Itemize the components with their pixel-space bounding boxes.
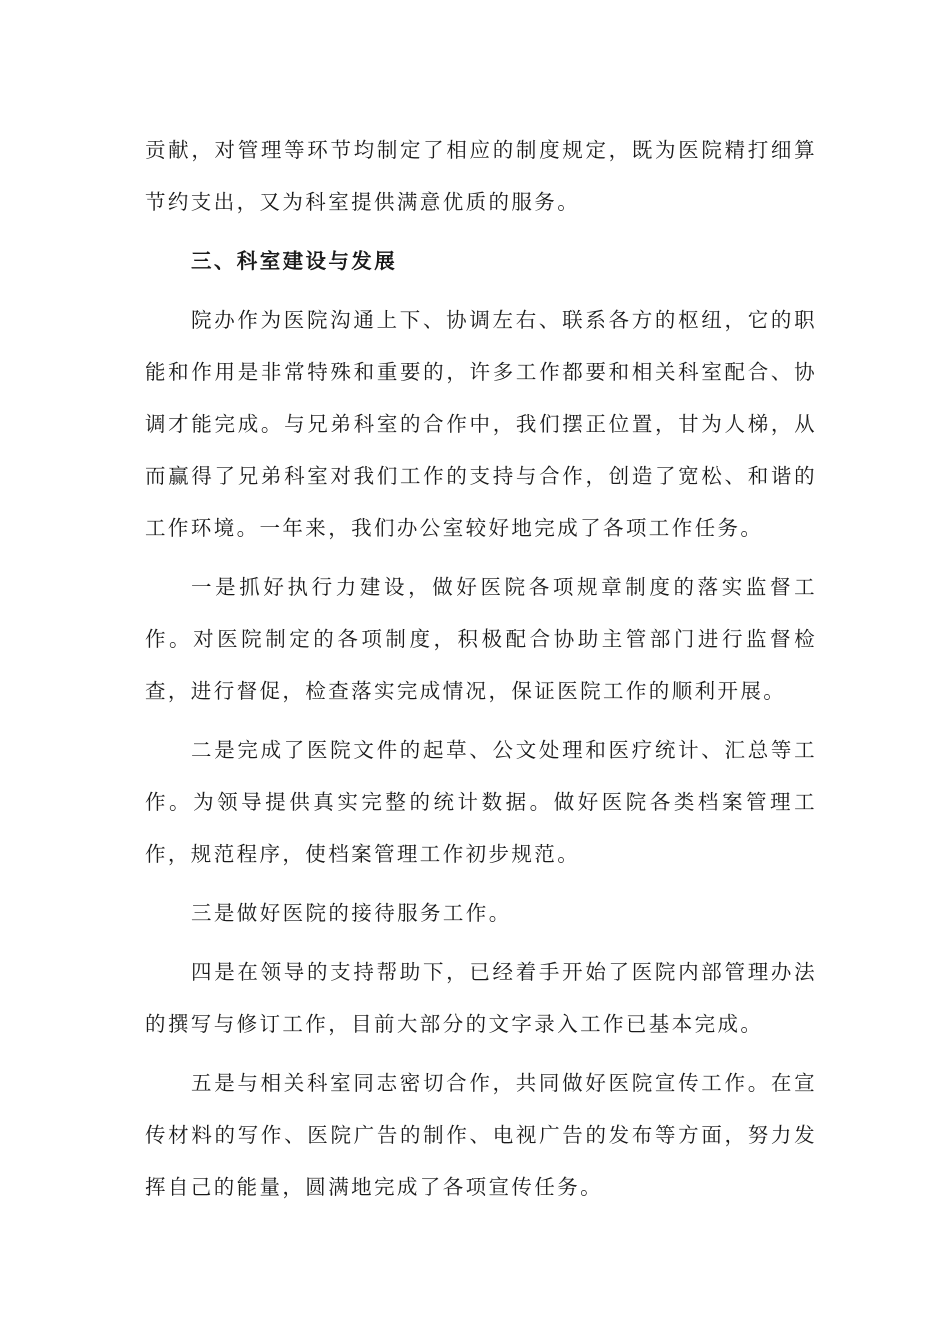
- paragraph-gap: [145, 717, 817, 724]
- paragraph-gap: [145, 1050, 817, 1057]
- paragraph-gap: [145, 228, 817, 235]
- body-paragraph: 二是完成了医院文件的起草、公文处理和医疗统计、汇总等工作。为领导提供真实完整的统计数据。做好医院各类档案管理工作，规范程序，使档案管理工作初步规范。: [145, 738, 817, 866]
- paragraph-gap: [145, 554, 817, 561]
- body-paragraph: 院办作为医院沟通上下、协调左右、联系各方的枢纽，它的职能和作用是非常特殊和重要的，许多工作都要和相关科室配合、协调才能完成。与兄弟科室的合作中，我们摆正位置，甘为人梯，从而赢得了兄弟科室对我们工作的支持与合作，创造了宽松、和谐的工作环境。一年来，我们办公室较好地完成了各项工作任务。: [145, 308, 817, 540]
- body-paragraph: 五是与相关科室同志密切合作，共同做好医院宣传工作。在宣传材料的写作、医院广告的制作、电视广告的发布等方面，努力发挥自己的能量，圆满地完成了各项宣传任务。: [145, 1071, 817, 1199]
- paragraph-gap: [145, 880, 817, 887]
- body-paragraph: 三是做好医院的接待服务工作。: [191, 901, 512, 925]
- continuation-paragraph: 贡献，对管理等环节均制定了相应的制度规定，既为医院精打细算节约支出，又为科室提供满意优质的服务。: [145, 138, 817, 214]
- body-paragraph: 一是抓好执行力建设，做好医院各项规章制度的落实监督工作。对医院制定的各项制度，积极配合协助主管部门进行监督检查，进行督促，检查落实完成情况，保证医院工作的顺利开展。: [145, 575, 817, 703]
- paragraph-gap: [145, 939, 817, 946]
- section-heading: 三、科室建设与发展: [191, 249, 398, 273]
- paragraph-gap: [145, 287, 817, 294]
- body-paragraph: 四是在领导的支持帮助下，已经着手开始了医院内部管理办法的撰写与修订工作，目前大部分的文字录入工作已基本完成。: [145, 960, 817, 1036]
- document-body: [145, 124, 817, 1213]
